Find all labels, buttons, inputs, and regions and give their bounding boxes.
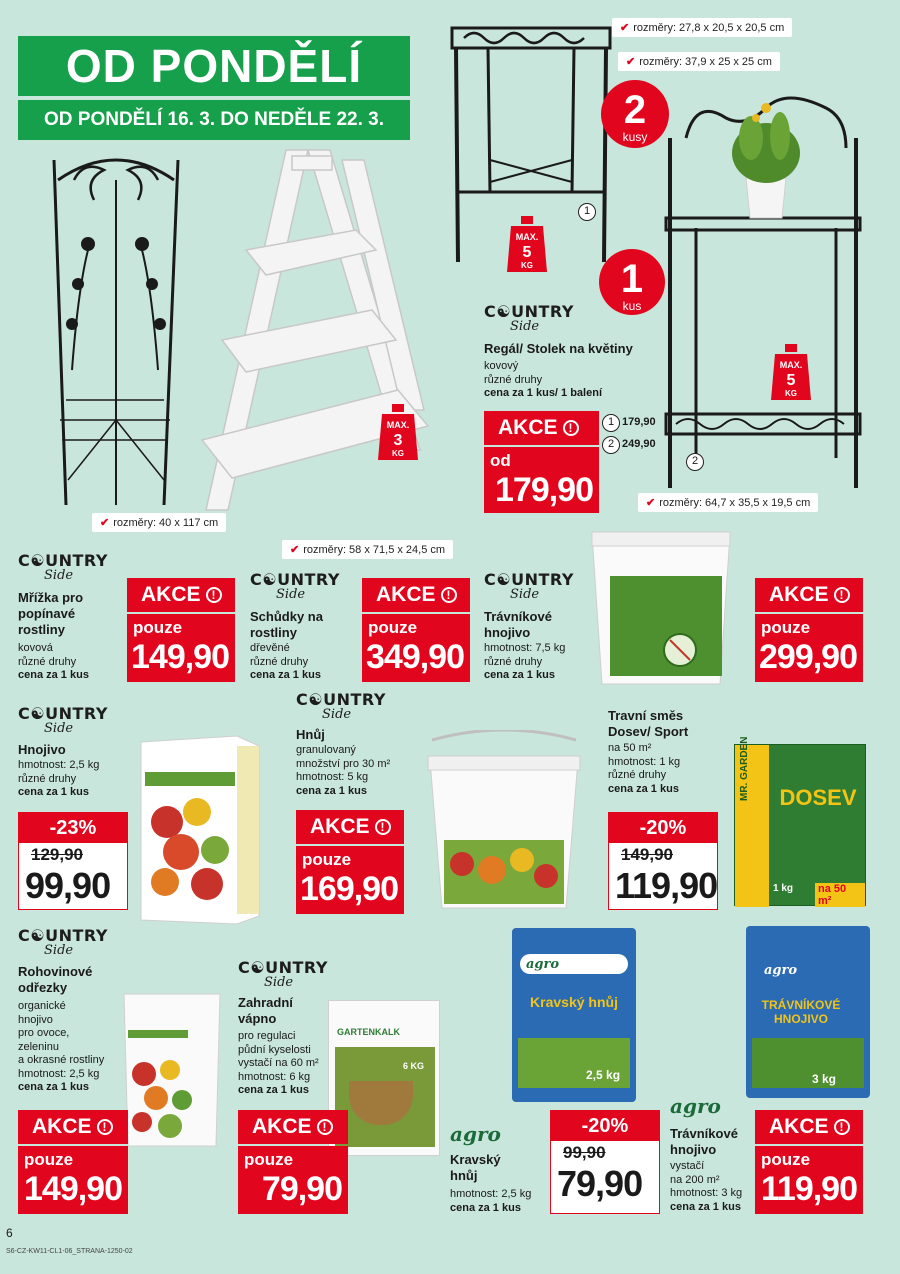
desc-line: pro regulaci — [238, 1030, 296, 1042]
desc-line: různé druhy — [18, 655, 77, 668]
desc-line: cena za 1 kus — [18, 1081, 89, 1093]
akce-label: AKCE — [141, 583, 201, 606]
price-value: 149,90 — [131, 638, 229, 676]
brand-bottom: Side — [44, 943, 74, 958]
desc-line: granulovaný — [296, 744, 356, 756]
check-icon: ✔ — [620, 22, 630, 34]
product-name: Kravský hnůj — [450, 1152, 501, 1183]
print-code: S6-CZ-KW11-CL1-06_STRANA-1250-02 — [6, 1248, 133, 1255]
price-value: 79,90 — [557, 1163, 643, 1204]
old-price: 99,90 — [563, 1143, 606, 1162]
product-name: Mřížka pro popínavé rostliny — [18, 590, 84, 637]
pack-agro-logo — [526, 956, 559, 972]
quantity-number: 2 — [623, 88, 647, 132]
desc-line: vystačí na 60 m² — [238, 1057, 319, 1069]
kg-label: KG — [785, 389, 797, 398]
product-description — [484, 360, 664, 401]
desc-line: cena za 1 kus — [18, 786, 89, 798]
pouze-label: pouze — [368, 618, 418, 637]
brand-logo — [296, 692, 386, 721]
agro-logo: agro — [450, 1122, 501, 1146]
exclamation-icon: ! — [563, 420, 579, 436]
brand-top: C☯UNTRY — [484, 570, 574, 589]
variant-number: 2 — [602, 436, 620, 454]
lawn-fertilizer-bag-image — [746, 926, 870, 1098]
brand-logo — [484, 572, 574, 601]
price-value: 119,90 — [615, 865, 718, 906]
brand-logo — [18, 706, 108, 735]
price-value: 119,90 — [760, 1170, 857, 1208]
cow-manure-bag-image — [512, 928, 636, 1102]
desc-line: kovová — [18, 642, 53, 654]
akce-label: AKCE — [769, 1115, 829, 1138]
akce-tag — [484, 411, 599, 445]
desc-line: hmotnost: 2,5 kg — [450, 1188, 532, 1200]
exclamation-icon: ! — [834, 587, 850, 603]
desc-line: na 200 m² — [670, 1173, 720, 1186]
pack-brand — [739, 773, 750, 801]
max-value: 5 — [522, 244, 532, 261]
akce-tag — [755, 1110, 863, 1144]
brand-top: C☯UNTRY — [18, 926, 108, 945]
pack-title: TRÁVNÍKOVÉ HNOJIVO — [761, 998, 841, 1026]
max-value: 5 — [786, 372, 796, 389]
brand-logo — [238, 960, 328, 989]
akce-label: AKCE — [310, 815, 370, 838]
grass-seed-box-image — [734, 744, 866, 906]
exclamation-icon: ! — [441, 587, 457, 603]
desc-line: hmotnost: 1 kg — [608, 755, 681, 768]
price-box — [484, 447, 599, 513]
desc-line: pro ovoce, — [18, 1027, 70, 1039]
dimension-text: rozměry: 37,9 x 25 x 25 cm — [639, 56, 772, 68]
pack-title: Kravský hnůj — [530, 994, 618, 1010]
desc-line: cena za 1 kus — [238, 1084, 309, 1096]
price-box — [362, 614, 470, 682]
desc-line: hmotnost: 7,5 kg — [484, 642, 566, 654]
product-description — [18, 759, 128, 800]
pouze-label: pouze — [761, 618, 811, 637]
check-icon: ✔ — [290, 544, 300, 556]
header-dates: OD PONDĚLÍ 16. 3. DO NEDĚLE 22. 3. — [18, 100, 410, 140]
dimension-label — [638, 493, 818, 512]
product-name: Schůdky na rostliny — [250, 609, 323, 640]
od-label: od — [490, 451, 511, 470]
product-name: Trávníkové hnojivo — [670, 1126, 738, 1157]
product-description — [670, 1160, 760, 1214]
max-label: MAX. — [515, 232, 539, 242]
brand-bottom: Side — [276, 587, 306, 602]
akce-label: AKCE — [769, 583, 829, 606]
old-price: 149,90 — [621, 845, 673, 864]
product-description — [608, 742, 726, 796]
discount-price-box — [550, 1110, 660, 1214]
discount-percent: -23% — [19, 813, 127, 843]
akce-tag — [127, 578, 235, 612]
desc-line: organické — [18, 1000, 66, 1012]
brand-logo — [484, 304, 574, 333]
price-value: 149,90 — [24, 1170, 122, 1208]
desc-line: cena za 1 kus — [296, 784, 367, 797]
discount-percent: -20% — [609, 813, 717, 843]
max-label: MAX. — [386, 420, 410, 430]
dimension-label — [612, 18, 792, 37]
brand-logo — [250, 572, 340, 601]
product-name: Zahradní vápno — [238, 995, 293, 1026]
product-name: Hnojivo — [18, 742, 66, 757]
brand-logo — [18, 553, 108, 582]
old-price: 129,90 — [31, 845, 83, 864]
desc-line: různé druhy — [484, 655, 543, 668]
exclamation-icon: ! — [317, 1119, 333, 1135]
product-description — [250, 642, 360, 683]
brand-bottom: Side — [510, 319, 540, 334]
brand-top: C☯UNTRY — [18, 551, 108, 570]
max-weight-icon — [507, 212, 547, 270]
desc-line: a okrasné rostliny — [18, 1054, 105, 1066]
dimension-label — [282, 540, 453, 559]
product-description — [296, 744, 426, 798]
desc-line: různé druhy — [250, 655, 309, 668]
check-icon: ✔ — [626, 56, 636, 68]
pack-weight: 6 KG — [403, 1061, 425, 1071]
pack-title: DOSEV — [779, 785, 857, 810]
desc-line: cena za 1 kus — [250, 669, 321, 681]
price-value: 169,90 — [300, 870, 398, 908]
price-value: 349,90 — [366, 638, 464, 676]
variant-number: 1 — [602, 414, 620, 432]
product-name: Travní směs Dosev/ Sport — [608, 708, 689, 739]
pack-weight: 3 kg — [812, 1072, 837, 1086]
fertilizer-box-image — [137, 732, 263, 926]
agro-text: agro — [764, 963, 798, 978]
desc-line: hmotnost: 2,5 kg — [18, 759, 100, 771]
price-box — [238, 1146, 348, 1214]
max-label: MAX. — [779, 360, 803, 370]
trellis-image — [44, 140, 188, 510]
product-name: Hnůj — [296, 727, 325, 742]
product-description — [450, 1188, 550, 1215]
pouze-label: pouze — [133, 618, 183, 637]
manure-bucket-image — [422, 730, 586, 914]
desc-line: hnojivo — [18, 1013, 53, 1026]
desc-line: kovový — [484, 360, 519, 372]
check-icon: ✔ — [646, 497, 656, 509]
page-number: 6 — [6, 1226, 13, 1240]
desc-line: cena za 1 kus — [670, 1200, 741, 1213]
desc-line: různé druhy — [484, 373, 543, 386]
exclamation-icon: ! — [375, 819, 391, 835]
header-title: OD PONDĚLÍ — [18, 36, 410, 96]
price-value: 179,90 — [495, 471, 593, 509]
brand-top: C☯UNTRY — [18, 704, 108, 723]
price-value: 79,90 — [261, 1170, 342, 1208]
brand-top: C☯UNTRY — [250, 570, 340, 589]
quantity-unit: kus — [622, 299, 642, 313]
dimension-label — [618, 52, 780, 71]
akce-label: AKCE — [498, 416, 558, 439]
agro-logo: agro — [670, 1094, 721, 1118]
desc-line: hmotnost: 6 kg — [238, 1070, 311, 1083]
pouze-label: pouze — [244, 1150, 294, 1169]
pack-photo — [752, 1038, 864, 1088]
akce-tag — [238, 1110, 348, 1144]
dimension-text: rozměry: 58 x 71,5 x 24,5 cm — [303, 544, 446, 556]
variant-number: 2 — [686, 453, 704, 471]
discount-price-box — [18, 812, 128, 910]
price-value: 299,90 — [759, 638, 857, 676]
akce-tag — [18, 1110, 128, 1144]
hoof-shavings-bag-image — [120, 990, 224, 1150]
brand-top: C☯UNTRY — [296, 690, 386, 709]
desc-line: cena za 1 kus — [18, 669, 89, 681]
akce-tag — [755, 578, 863, 612]
pack-label: GARTENKALK — [337, 1027, 400, 1037]
pack-weight: 1 kg — [773, 883, 794, 894]
price-value: 99,90 — [25, 865, 111, 906]
brand-top: C☯UNTRY — [484, 302, 574, 321]
price-box — [127, 614, 235, 682]
product-description — [18, 642, 128, 683]
plant-ladder-image — [196, 140, 446, 520]
variant-number: 1 — [578, 203, 596, 221]
pack-area: na 50 m² — [815, 883, 865, 907]
price-box — [18, 1146, 128, 1214]
pouze-label: pouze — [302, 850, 352, 869]
price-box — [755, 614, 863, 682]
agro-text: agro — [526, 957, 560, 972]
brand-logo — [18, 928, 108, 957]
quantity-number: 1 — [620, 257, 644, 301]
desc-line: různé druhy — [608, 769, 667, 781]
variant-price: 179,90 — [622, 416, 656, 428]
pack-weight: 2,5 kg — [586, 1068, 621, 1082]
desc-line: cena za 1 kus — [608, 782, 679, 795]
max-weight-icon — [378, 400, 418, 458]
exclamation-icon: ! — [834, 1119, 850, 1135]
akce-label: AKCE — [252, 1115, 312, 1138]
dimension-text: rozměry: 40 x 117 cm — [113, 517, 219, 529]
desc-line: různé druhy — [18, 772, 77, 785]
price-box — [296, 846, 404, 914]
desc-line: hmotnost: 2,5 kg — [18, 1067, 100, 1080]
pouze-label: pouze — [761, 1150, 811, 1169]
plant-stand-tall-image — [656, 78, 872, 498]
discount-percent: -20% — [551, 1111, 659, 1141]
variant-price: 249,90 — [622, 438, 656, 450]
desc-line: zeleninu — [18, 1040, 59, 1053]
kg-label: KG — [392, 449, 404, 458]
product-name: Rohovinové odřezky — [18, 964, 93, 995]
akce-label: AKCE — [376, 583, 436, 606]
brand-bottom: Side — [44, 721, 74, 736]
brand-bottom: Side — [44, 568, 74, 583]
kg-label: KG — [521, 261, 533, 270]
desc-line: dřevěné — [250, 642, 290, 654]
dimension-text: rozměry: 27,8 x 20,5 x 20,5 cm — [633, 22, 785, 34]
lawn-fertilizer-bucket-image — [588, 528, 734, 688]
check-icon: ✔ — [100, 517, 110, 529]
desc-line: půdní kyselosti — [238, 1043, 311, 1056]
desc-line: hmotnost: 3 kg — [670, 1187, 743, 1199]
akce-tag — [362, 578, 470, 612]
desc-line: cena za 1 kus — [484, 669, 555, 681]
price-box — [755, 1146, 863, 1214]
max-value: 3 — [393, 432, 403, 449]
product-name: Regál/ Stolek na květiny — [484, 341, 633, 356]
akce-label: AKCE — [32, 1115, 92, 1138]
desc-line: hmotnost: 5 kg — [296, 771, 369, 783]
product-name: Trávníkové hnojivo — [484, 609, 552, 640]
akce-tag — [296, 810, 404, 844]
brand-top: C☯UNTRY — [238, 958, 328, 977]
desc-line: vystačí — [670, 1160, 705, 1172]
exclamation-icon: ! — [206, 587, 222, 603]
pouze-label: pouze — [24, 1150, 74, 1169]
brand-bottom: Side — [264, 975, 294, 990]
brand-bottom: Side — [510, 587, 540, 602]
desc-line: cena za 1 kus — [450, 1201, 521, 1214]
product-description — [484, 642, 594, 683]
product-description — [18, 1000, 128, 1095]
max-weight-icon — [771, 340, 811, 398]
quantity-unit: kusy — [622, 130, 648, 144]
dimension-text: rozměry: 64,7 x 35,5 x 19,5 cm — [659, 497, 811, 509]
brand-bottom: Side — [322, 707, 352, 722]
discount-price-box — [608, 812, 718, 910]
exclamation-icon: ! — [97, 1119, 113, 1135]
pack-agro-logo — [764, 962, 797, 978]
desc-line: cena za 1 kus/ 1 balení — [484, 387, 603, 399]
desc-line: množství pro 30 m² — [296, 757, 391, 770]
desc-line: na 50 m² — [608, 742, 652, 754]
